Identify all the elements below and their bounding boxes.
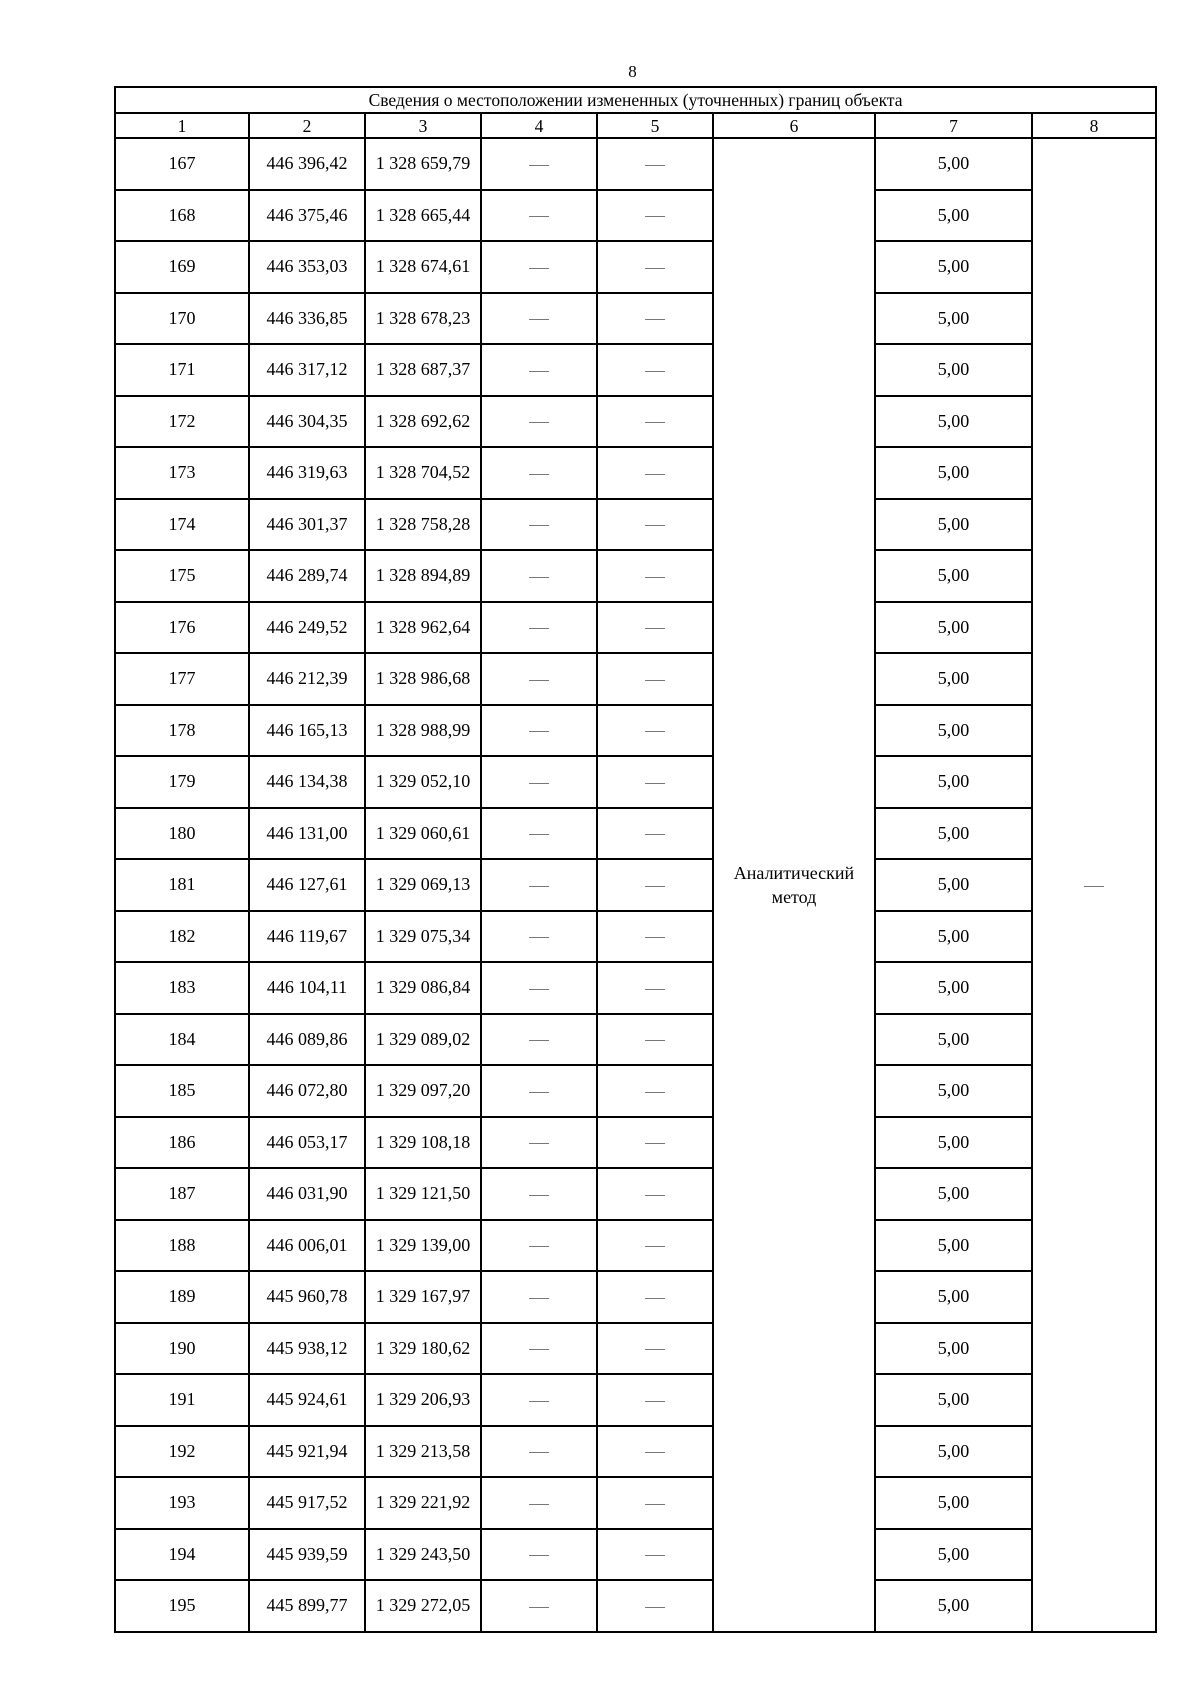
table-row [115,808,1156,860]
cell-point-number: 172 [115,396,249,448]
cell-coordinate-y: 1 329 139,00 [365,1220,481,1272]
method-text-line-2: метод [771,886,817,907]
cell-column-4 [481,138,597,190]
cell-accuracy: 5,00 [875,859,1032,911]
empty-dash-mark [645,886,665,887]
cell-coordinate-x: 445 899,77 [249,1580,365,1632]
empty-dash-mark [529,783,549,784]
cell-accuracy: 5,00 [875,1014,1032,1066]
column-number-row [115,113,1156,138]
cell-column-5 [597,138,713,190]
cell-coordinate-x: 446 134,38 [249,756,365,808]
cell-coordinate-x: 446 212,39 [249,653,365,705]
empty-dash-mark [529,165,549,166]
cell-coordinate-x: 446 289,74 [249,550,365,602]
column-header-2: 2 [249,113,365,138]
empty-dash-mark [529,1246,549,1247]
cell-accuracy: 5,00 [875,396,1032,448]
cell-coordinate-y: 1 329 089,02 [365,1014,481,1066]
cell-point-number: 189 [115,1271,249,1323]
cell-column-5 [597,1117,713,1169]
empty-dash-mark [529,680,549,681]
cell-column-4 [481,1220,597,1272]
cell-point-number: 183 [115,962,249,1014]
table-row [115,499,1156,551]
cell-column-4 [481,499,597,551]
cell-point-number: 181 [115,859,249,911]
table-row [115,1323,1156,1375]
cell-coordinate-y: 1 328 894,89 [365,550,481,602]
empty-dash-mark [529,577,549,578]
cell-coordinate-x: 446 053,17 [249,1117,365,1169]
cell-accuracy: 5,00 [875,705,1032,757]
cell-point-number: 188 [115,1220,249,1272]
cell-coordinate-x: 446 317,12 [249,344,365,396]
cell-accuracy: 5,00 [875,1271,1032,1323]
empty-dash-mark [645,1452,665,1453]
cell-column-5 [597,756,713,808]
column-header-3: 3 [365,113,481,138]
cell-column-4 [481,293,597,345]
table-row [115,1220,1156,1272]
empty-dash-mark [529,1298,549,1299]
table-row [115,447,1156,499]
empty-dash-mark [645,834,665,835]
table-row [115,1374,1156,1426]
cell-point-number: 175 [115,550,249,602]
cell-coordinate-y: 1 329 221,92 [365,1477,481,1529]
table-row [115,1477,1156,1529]
empty-dash-mark [529,1401,549,1402]
cell-accuracy: 5,00 [875,190,1032,242]
table-row [115,962,1156,1014]
cell-coordinate-x: 446 319,63 [249,447,365,499]
cell-accuracy: 5,00 [875,962,1032,1014]
cell-coordinate-y: 1 328 704,52 [365,447,481,499]
empty-dash-mark [645,937,665,938]
empty-dash-mark [645,525,665,526]
cell-accuracy: 5,00 [875,550,1032,602]
empty-dash-mark [529,525,549,526]
cell-accuracy: 5,00 [875,1477,1032,1529]
cell-column-4 [481,653,597,705]
empty-dash-mark [645,1401,665,1402]
empty-dash-mark [645,1555,665,1556]
cell-point-number: 184 [115,1014,249,1066]
empty-dash-mark [645,1195,665,1196]
cell-coordinate-x: 445 960,78 [249,1271,365,1323]
cell-column-4 [481,808,597,860]
table-row [115,653,1156,705]
empty-dash-mark [645,628,665,629]
cell-point-number: 192 [115,1426,249,1478]
cell-coordinate-x: 446 104,11 [249,962,365,1014]
cell-point-number: 195 [115,1580,249,1632]
cell-coordinate-x: 446 375,46 [249,190,365,242]
cell-column-4 [481,1323,597,1375]
empty-dash-mark [645,165,665,166]
cell-accuracy: 5,00 [875,1065,1032,1117]
cell-coordinate-x: 446 249,52 [249,602,365,654]
cell-coordinate-x: 446 301,37 [249,499,365,551]
empty-dash-mark [529,1092,549,1093]
table-row [115,241,1156,293]
table-row [115,344,1156,396]
cell-coordinate-x: 446 119,67 [249,911,365,963]
empty-dash-mark [645,1143,665,1144]
cell-column-5 [597,653,713,705]
empty-dash-mark [529,1555,549,1556]
cell-accuracy: 5,00 [875,1220,1032,1272]
cell-column-4 [481,1477,597,1529]
empty-dash-mark [529,628,549,629]
empty-dash-mark [645,1298,665,1299]
cell-column-5 [597,1580,713,1632]
cell-point-number: 186 [115,1117,249,1169]
cell-column-5 [597,1529,713,1581]
cell-accuracy: 5,00 [875,756,1032,808]
cell-point-number: 190 [115,1323,249,1375]
empty-dash-mark [529,1040,549,1041]
cell-accuracy: 5,00 [875,1426,1032,1478]
cell-column-5 [597,1374,713,1426]
table-row [115,1014,1156,1066]
column-header-8: 8 [1032,113,1156,138]
cell-accuracy: 5,00 [875,138,1032,190]
table-row [115,1065,1156,1117]
column-header-5: 5 [597,113,713,138]
column-header-7: 7 [875,113,1032,138]
cell-point-number: 185 [115,1065,249,1117]
cell-coordinate-y: 1 328 665,44 [365,190,481,242]
cell-column-4 [481,447,597,499]
cell-point-number: 174 [115,499,249,551]
empty-dash-mark [645,1504,665,1505]
cell-coordinate-y: 1 329 213,58 [365,1426,481,1478]
empty-dash-mark [529,422,549,423]
cell-column-4 [481,1168,597,1220]
column-header-6: 6 [713,113,875,138]
cell-coordinate-y: 1 329 272,05 [365,1580,481,1632]
cell-column-4 [481,550,597,602]
empty-dash-mark [645,319,665,320]
cell-column-4 [481,1271,597,1323]
cell-column-5 [597,499,713,551]
empty-dash-mark [529,1452,549,1453]
cell-column-4 [481,1014,597,1066]
cell-column-5 [597,808,713,860]
cell-point-number: 170 [115,293,249,345]
cell-coordinate-x: 446 396,42 [249,138,365,190]
cell-column-5 [597,396,713,448]
empty-dash-mark [645,680,665,681]
empty-dash-mark [645,1092,665,1093]
cell-column-5 [597,1271,713,1323]
empty-dash-mark [529,937,549,938]
cell-accuracy: 5,00 [875,1529,1032,1581]
cell-coordinate-x: 446 031,90 [249,1168,365,1220]
cell-coordinate-y: 1 328 678,23 [365,293,481,345]
table-caption-row [115,87,1156,113]
cell-coordinate-x: 446 006,01 [249,1220,365,1272]
cell-point-number: 177 [115,653,249,705]
empty-dash-mark [529,989,549,990]
cell-accuracy: 5,00 [875,1323,1032,1375]
cell-coordinate-y: 1 329 167,97 [365,1271,481,1323]
cell-coordinate-y: 1 329 097,20 [365,1065,481,1117]
cell-column-5 [597,1477,713,1529]
cell-accuracy: 5,00 [875,447,1032,499]
empty-dash-mark [529,268,549,269]
cell-column-5 [597,1014,713,1066]
empty-dash-mark [645,1607,665,1608]
cell-coordinate-x: 445 938,12 [249,1323,365,1375]
empty-dash-mark [645,1349,665,1350]
cell-coordinate-y: 1 328 986,68 [365,653,481,705]
cell-column-5 [597,911,713,963]
empty-dash-mark [645,268,665,269]
table-row [115,1117,1156,1169]
cell-column-5 [597,241,713,293]
empty-dash-mark [529,834,549,835]
cell-coordinate-y: 1 329 108,18 [365,1117,481,1169]
table-row [115,1168,1156,1220]
cell-coordinate-x: 446 127,61 [249,859,365,911]
cell-coordinate-x: 446 131,00 [249,808,365,860]
cell-point-number: 167 [115,138,249,190]
cell-column-4 [481,602,597,654]
cell-column-4 [481,1529,597,1581]
cell-accuracy: 5,00 [875,1580,1032,1632]
cell-accuracy: 5,00 [875,911,1032,963]
cell-coordinate-y: 1 328 692,62 [365,396,481,448]
cell-column-5 [597,1426,713,1478]
cell-point-number: 178 [115,705,249,757]
empty-dash-mark [529,1143,549,1144]
cell-column-4 [481,396,597,448]
cell-point-number: 168 [115,190,249,242]
cell-accuracy: 5,00 [875,241,1032,293]
cell-column-4 [481,911,597,963]
cell-accuracy: 5,00 [875,808,1032,860]
table-row [115,1529,1156,1581]
cell-coordinate-y: 1 329 052,10 [365,756,481,808]
cell-column-4 [481,1374,597,1426]
empty-dash-mark [529,886,549,887]
cell-column-5 [597,344,713,396]
cell-column-4 [481,1580,597,1632]
empty-dash-mark [645,422,665,423]
cell-coordinate-x: 446 089,86 [249,1014,365,1066]
table-row [115,293,1156,345]
cell-point-number: 182 [115,911,249,963]
empty-dash-mark [529,1504,549,1505]
table-row [115,756,1156,808]
page-number: 8 [628,62,637,81]
cell-column-5 [597,190,713,242]
cell-coordinate-y: 1 329 086,84 [365,962,481,1014]
cell-coordinate-x: 445 924,61 [249,1374,365,1426]
cell-coordinate-y: 1 329 180,62 [365,1323,481,1375]
cell-column-4 [481,190,597,242]
cell-column-4 [481,756,597,808]
cell-column-4 [481,1117,597,1169]
column-header-4: 4 [481,113,597,138]
empty-dash-mark [529,731,549,732]
cell-column-4 [481,1065,597,1117]
cell-point-number: 180 [115,808,249,860]
cell-accuracy: 5,00 [875,1374,1032,1426]
empty-dash-mark [529,1195,549,1196]
cell-coordinate-x: 445 917,52 [249,1477,365,1529]
cell-coordinate-x: 446 072,80 [249,1065,365,1117]
cell-coordinate-x: 445 939,59 [249,1529,365,1581]
table-row [115,1580,1156,1632]
table-row [115,396,1156,448]
empty-dash-mark [645,1040,665,1041]
table-row [115,1271,1156,1323]
table-caption: Сведения о местоположении измененных (уточненных) границ объекта [115,87,1156,113]
cell-accuracy: 5,00 [875,602,1032,654]
cell-column-4 [481,859,597,911]
cell-column-4 [481,705,597,757]
cell-accuracy: 5,00 [875,293,1032,345]
cell-point-number: 169 [115,241,249,293]
cell-coordinate-y: 1 329 060,61 [365,808,481,860]
cell-column-5 [597,1168,713,1220]
cell-coordinate-y: 1 329 075,34 [365,911,481,963]
empty-dash-mark [529,216,549,217]
cell-coordinate-y: 1 328 962,64 [365,602,481,654]
cell-coordinate-y: 1 328 988,99 [365,705,481,757]
empty-dash-mark [645,577,665,578]
empty-dash-mark [645,989,665,990]
cell-coordinate-x: 446 336,85 [249,293,365,345]
cell-accuracy: 5,00 [875,344,1032,396]
cell-method [713,138,875,1632]
empty-dash-mark [529,371,549,372]
empty-dash-mark [645,474,665,475]
cell-column-5 [597,705,713,757]
cell-coordinate-x: 446 353,03 [249,241,365,293]
cell-coordinate-y: 1 328 758,28 [365,499,481,551]
empty-dash-mark [529,474,549,475]
table-row [115,602,1156,654]
cell-coordinate-x: 446 165,13 [249,705,365,757]
cell-coordinate-y: 1 328 659,79 [365,138,481,190]
cell-coordinate-y: 1 328 674,61 [365,241,481,293]
cell-column-5 [597,1065,713,1117]
empty-dash-mark [645,783,665,784]
table-row [115,138,1156,190]
column-header-1: 1 [115,113,249,138]
table-row [115,190,1156,242]
empty-dash-mark [1084,886,1104,887]
cell-column-4 [481,1426,597,1478]
cell-point-number: 179 [115,756,249,808]
cell-accuracy: 5,00 [875,1168,1032,1220]
cell-coordinate-y: 1 329 243,50 [365,1529,481,1581]
cell-coordinate-y: 1 328 687,37 [365,344,481,396]
empty-dash-mark [645,216,665,217]
cell-column-4 [481,962,597,1014]
cell-point-number: 187 [115,1168,249,1220]
cell-column-5 [597,550,713,602]
cell-column-5 [597,447,713,499]
empty-dash-mark [529,319,549,320]
cell-coordinate-x: 445 921,94 [249,1426,365,1478]
empty-dash-mark [529,1349,549,1350]
cell-coordinate-y: 1 329 206,93 [365,1374,481,1426]
cell-point-number: 191 [115,1374,249,1426]
method-text-line-1: Аналитический [733,862,855,883]
cell-column-5 [597,859,713,911]
cell-column-5 [597,1220,713,1272]
table-row [115,859,1156,911]
table-row [115,1426,1156,1478]
empty-dash-mark [645,1246,665,1247]
cell-column-5 [597,1323,713,1375]
empty-dash-mark [645,731,665,732]
boundary-coordinates-table [114,86,1157,1633]
cell-point-number: 193 [115,1477,249,1529]
empty-dash-mark [529,1607,549,1608]
cell-column-4 [481,344,597,396]
cell-point-number: 176 [115,602,249,654]
table-row [115,550,1156,602]
table-row [115,911,1156,963]
cell-column-5 [597,602,713,654]
cell-column-4 [481,241,597,293]
table-row [115,705,1156,757]
cell-point-number: 173 [115,447,249,499]
cell-accuracy: 5,00 [875,1117,1032,1169]
cell-coordinate-x: 446 304,35 [249,396,365,448]
cell-coordinate-y: 1 329 121,50 [365,1168,481,1220]
cell-column-5 [597,962,713,1014]
cell-coordinate-y: 1 329 069,13 [365,859,481,911]
cell-column-5 [597,293,713,345]
cell-accuracy: 5,00 [875,653,1032,705]
cell-point-number: 194 [115,1529,249,1581]
cell-accuracy: 5,00 [875,499,1032,551]
cell-column-8 [1032,138,1156,1632]
cell-point-number: 171 [115,344,249,396]
empty-dash-mark [645,371,665,372]
